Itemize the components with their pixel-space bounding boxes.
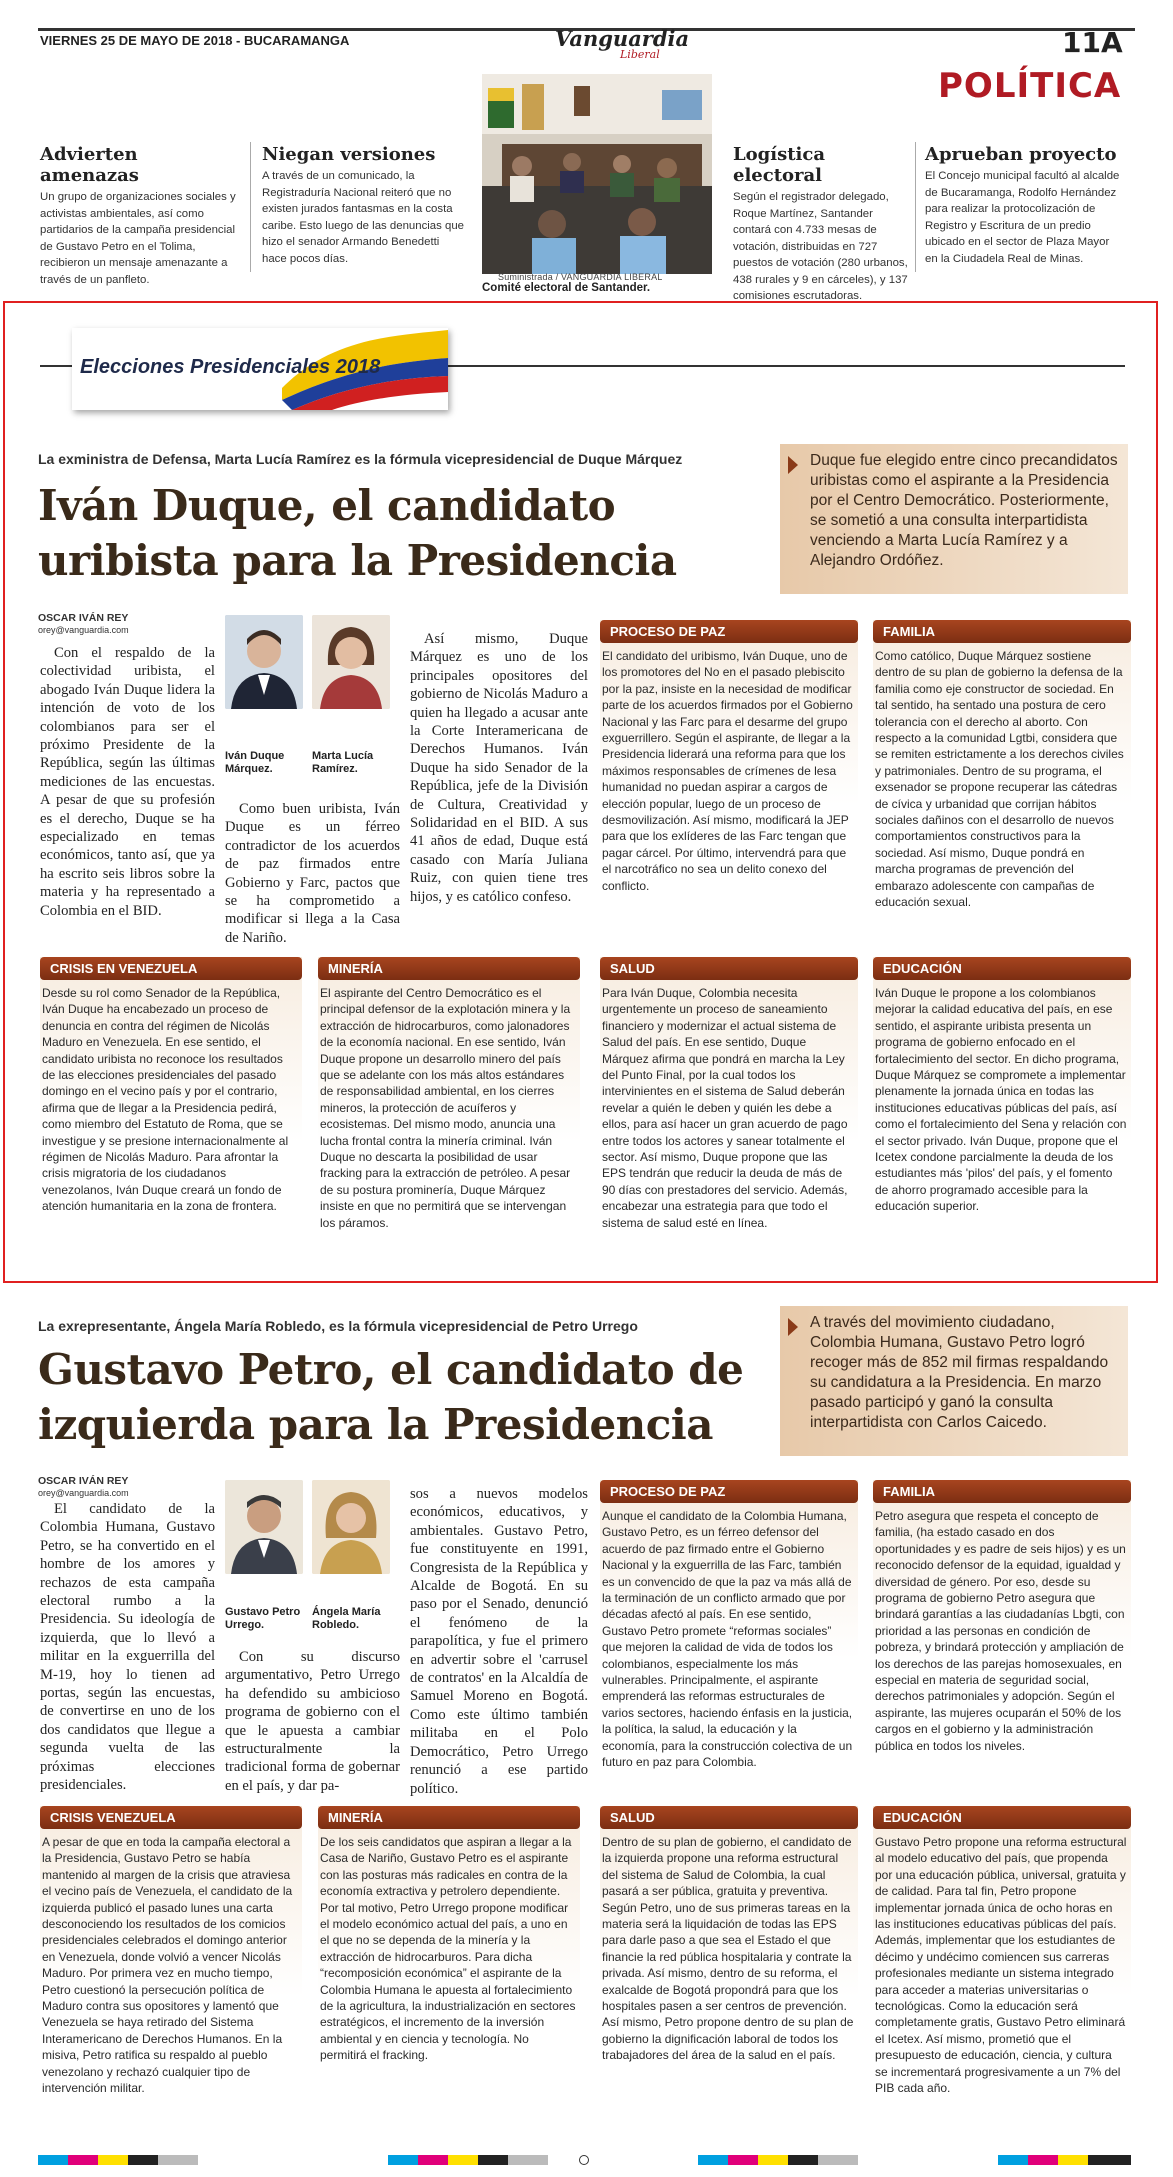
- article1-col2: Como buen uribista, Iván Duque es un férreo contradictor de los acuerdos de paz firmados entre Gobierno y Farc, pactos que se ha comprometido a modificar si llega a la Casa de Nariño.: [225, 801, 400, 946]
- box-venezuela-petro: [40, 1806, 302, 2124]
- section-banner: [72, 328, 448, 410]
- byline-name: OSCAR IVÁN REY: [38, 612, 129, 624]
- article2-col1: El candidato de la Colombia Humana, Gustavo Petro, se ha convertido en el hombre de los amores y rechazos de esta campaña electoral rumbo a la Presidencia. Su ideología de izquierda, que lo llevó a militar en la exguerrilla del M-19, hoy lo tienen ad portas, según las encuestas, de convertirse en uno de los dos candidatos que llegue a segunda vuelta de las próximas elecciones presidenciales.: [40, 1501, 215, 1794]
- brief-title: Advierten amenazas: [40, 144, 139, 186]
- callout-text: Duque fue elegido entre cinco precandidatos uribistas como el aspirante a la Presidencia por el Centro Democrático. Posteriormente, se sometió a una consulta interpartidista venciendo a Marta Lucía Ramírez y a Alejandro Ordóñez.: [810, 452, 1118, 569]
- box-proceso-paz-petro: [600, 1480, 858, 1778]
- box-title: CRISIS EN VENEZUELA: [40, 957, 302, 980]
- robledo-photo: [312, 1480, 390, 1574]
- box-proceso-paz-duque: [600, 620, 858, 928]
- box-mineria-duque: [318, 957, 580, 1265]
- meeting-image: [482, 74, 712, 274]
- box-title: SALUD: [600, 1806, 858, 1829]
- article2-byline: [38, 1475, 129, 1499]
- box-title: EDUCACIÓN: [873, 1806, 1131, 1829]
- headline-line: izquierda para la Presidencia: [38, 1400, 713, 1449]
- brief-title: Logística electoral: [733, 144, 825, 186]
- photo-caption-duque: Iván Duque Márquez.: [225, 750, 285, 775]
- registration-bars-icon: [38, 2155, 1131, 2165]
- box-educacion-duque: [873, 957, 1131, 1265]
- brief-logistica: [733, 144, 913, 305]
- box-text: Dentro de su plan de gobierno, el candidato de la izquierda propone una reforma estructural del sistema de Salud de Colombia, la cual pasará a ser pública, gratuita y preventiva. Según Petro, uno de sus primeras tareas en la materia será la liquidación de todas las EPS para darle paso a que sea el Estado el que financie la red pública hospitalaria y contrate la privada. Así mismo, dentro de su reforma, el exalcalde de Bogotá propondrá para que los hospitales pasen a ser centros de prevención. Así mismo, Petro propone dentro de su plan de gobierno la dignificación laboral de todos los trabajadores del área de la salud en el país.: [602, 1835, 854, 2063]
- box-text: Petro asegura que respeta el concepto de familia, (ha estado casado en dos oportunidades y es padre de seis hijos) y es un reconocido defensor de la equidad, igualdad y diversidad de género. Por eso, desde su programa de gobierno Petro asegura que brindará garantías a las ciudadanías Lbgti, con prioridad a las personas en condición de pobreza, y brindará protección y ampliación de los derechos de las parejas homosexuales, en especial en materia de seguridad social, derechos patrimoniales y adopción. Según el aspirante, las mujeres ocuparán el 50% de los cargos en el gobierno y la administración pública en todos los niveles.: [875, 1509, 1126, 1753]
- box-text: Como católico, Duque Márquez sostiene dentro de su plan de gobierno la defensa de la familia como eje constructor de sociedad. En tal sentido, ha sentado una postura de cero tolerancia con el derecho al aborto. Con respecto a la comunidad Lgtbi, considera que se remiten estrictamente a los derechos civiles y patrimoniales. Dentro de su programa, el exsenador se propone recuperar las cátedras de cívica y urbanidad que corrijan hábitos sociales dañinos con el desarrollo de nuevos comportamientos constructivos para la sociedad. Así mismo, Duque pondrá en marcha programas de prevención del embarazo adolescente con campañas de educación sexual.: [875, 649, 1124, 910]
- brief-title: Niegan versiones: [262, 144, 436, 165]
- box-salud-duque: [600, 957, 858, 1265]
- article2-headline: [38, 1342, 743, 1452]
- box-text: Desde su rol como Senador de la República, Iván Duque ha encabezado un proceso de denuncia en contra del régimen de Nicolás Maduro en Venezuela. En ese sentido, el candidato uribista no reconoce los resultados de las elecciones presidenciales del pasado domingo en el vecino país y por el contrario, afirma que de llegar a la Presidencia pedirá, como miembro del Estatuto de Roma, que se investigue y se presione internacionalmente al régimen de Nicolás Maduro. Para afrontar la crisis migratoria de los ciudadanos venezolanos, Iván Duque creará un fondo de atención humanitaria en la zona de frontera.: [42, 986, 289, 1214]
- brief-text: El Concejo municipal facultó al alcalde de Bucaramanga, Rodolfo Hernández para realizar la protocolización de Registro y Escritura de un predio ubicado en el sector de Plaza Mayor en la Ciudadela Real de Minas.: [925, 170, 1120, 265]
- photo-caption-petro: Gustavo Petro Urrego.: [225, 1606, 301, 1631]
- box-text: Gustavo Petro propone una reforma estructural al modelo educativo del país, que propenda por una educación pública, universal, gratuita y de calidad. Para tal fin, Petro propone implementar jornada única de ocho horas en las instituciones educativas públicas del país. Además, implementar que los estudiantes de décimo y undécimo comiencen sus carreras profesionales mediante un sistema integrado para acceder a materias universitarias o tecnológicas. Como la educación será completamente gratis, Gustavo Petro eliminará el Icetex. Así mismo, prometió que el presupuesto de educación, ciencia, y cultura se incrementará progresivamente a un 7% del PIB cada año.: [875, 1835, 1127, 2096]
- committee-photo: [482, 74, 712, 274]
- brief-niegan: [262, 144, 467, 267]
- byline-name: OSCAR IVÁN REY: [38, 1475, 129, 1487]
- box-title: MINERÍA: [318, 957, 580, 980]
- brief-advierten: [40, 144, 240, 288]
- box-title: FAMILIA: [873, 620, 1131, 643]
- box-title: CRISIS VENEZUELA: [40, 1806, 302, 1829]
- section-banner-label: Elecciones Presidenciales 2018: [80, 356, 381, 378]
- box-title: PROCESO DE PAZ: [600, 620, 858, 643]
- brief-divider: [915, 142, 916, 272]
- box-salud-petro: [600, 1806, 858, 2124]
- box-text: Aunque el candidato de la Colombia Humana, Gustavo Petro, es un férreo defensor del acuerdo de paz firmado entre el Gobierno Nacional y la exguerrilla de las Farc, también es un convencido de que la paz va más allá de la terminación de un conflicto armado que por décadas afectó al país. En ese sentido, Gustavo Petro promete “reformas sociales” que mejoren la calidad de vida de todos los colombianos, especialmente los más vulnerables. Principalmente, el aspirante emprenderá las reformas estructurales de varios sectores, haciendo énfasis en la justicia, la política, la salud, la educación y la economía, para la construcción colectiva de un futuro en paz para Colombia.: [602, 1509, 853, 1770]
- brief-divider: [250, 142, 251, 272]
- article2-callout: [780, 1306, 1128, 1456]
- photo-caption-ramirez: Marta Lucía Ramírez.: [312, 750, 374, 775]
- box-title: SALUD: [600, 957, 858, 980]
- article1-byline: [38, 612, 129, 636]
- box-mineria-petro: [318, 1806, 580, 2124]
- newspaper-logo: Vanguardia: [555, 26, 690, 51]
- article1-callout: [780, 444, 1128, 594]
- article1-kicker: La exministra de Defensa, Marta Lucía Ramírez es la fórmula vicepresidencial de Duque Márquez: [38, 451, 683, 467]
- article1-col1: Con el respaldo de la colectividad uribista, el abogado Iván Duque lidera la intención de voto de los colombianos para ser el próximo Presidente de la República, según las últimas mediciones de las encuestas. A pesar de que su profesión es el derecho, Duque se ha especializado en temas económicos, tanto así, que ya ha escrito seis libros sobre la materia y ha representado a Colombia en el BID.: [40, 645, 215, 919]
- brief-aprueban: [925, 144, 1125, 267]
- box-venezuela-duque: [40, 957, 302, 1265]
- brief-text: A través de un comunicado, la Registraduría Nacional reiteró que no existen jurados fantasmas en la costa caribe. Esto luego de las denuncias que hizo el senador Armando Benedetti hace pocos días.: [262, 170, 465, 265]
- ramirez-photo: [312, 615, 390, 709]
- box-familia-duque: [873, 620, 1131, 928]
- duque-photo: [225, 615, 303, 709]
- headline-line: uribista para la Presidencia: [38, 536, 677, 585]
- brief-text: Un grupo de organizaciones sociales y activistas ambientales, así como partidarios de la campaña presidencial de Gustavo Petro en el Tolima, recibieron un mensaje amenazante a través de un panfleto.: [40, 191, 236, 286]
- callout-arrow-icon: [788, 456, 798, 474]
- box-text: El aspirante del Centro Democrático es el principal defensor de la explotación minera y la extracción de hidrocarburos, como jalonadores de la economía nacional. En ese sentido, Iván Duque propone un desarrollo minero del país que se adelante con los más altos estándares de responsabilidad ambiental, en los cierres mineros, la protección de acuíferos y ecosistemas. Del mismo modo, anuncia una lucha frontal contra la minería criminal. Iván Duque no descarta la posibilidad de usar fracking para la extracción de petróleo. A pesar de su postura prominería, Duque Márquez insiste en que no permitirá que se intervengan los páramos.: [320, 986, 571, 1230]
- callout-arrow-icon: [788, 1318, 798, 1336]
- article1-col3: Así mismo, Duque Márquez es uno de los principales opositores del gobierno de Nicolás Maduro a quien ha llegado a acusar ante la Corte Interamericana de Derechos Humanos. Iván Duque ha sido Senador de la República, jefe de la División de Cultura, Creatividad y Solidaridad en el BID. A sus 41 años de edad, Duque está casado con María Juliana Ruiz, con quien tiene tres hijos, y es católico confeso.: [410, 631, 588, 905]
- box-title: MINERÍA: [318, 1806, 580, 1829]
- masthead-date: VIERNES 25 DE MAYO DE 2018 - BUCARAMANGA: [40, 33, 350, 48]
- section-title: POLÍTICA: [938, 66, 1122, 106]
- article1-headline: [38, 478, 677, 588]
- box-text: Para Iván Duque, Colombia necesita urgentemente un proceso de saneamiento financiero y modernizar el actual sistema de Salud del país. En ese sentido, Duque Márquez afirma que pondrá en marcha la Ley del Punto Final, por la cual todos los intervinientes en el sistema de Salud deberán revelar a quién le deben y quién les debe a ellos, para así hacer un gran acuerdo de pago entre todos los actores y sanear totalmente el sector. Así mismo, Duque propone que las EPS tendrán que reducir la deuda de más de 90 días con prestadores del servicio. Además, encabezar una estrategia para que todo el sistema de salud esté en línea.: [602, 986, 848, 1230]
- brief-text: Según el registrador delegado, Roque Martínez, Santander contará con 4.733 mesas de votación, distribuidas en 727 puestos de votación (280 urbanos, 438 rurales y 9 en cárceles), y 137 comisiones escrutadoras.: [733, 191, 908, 302]
- box-text: Iván Duque le propone a los colombianos mejorar la calidad educativa del país, en ese sentido, el aspirante uribista presenta un programa de gobierno enfocado en el fortalecimiento del sector. En dicho programa, Duque Márquez se compromete a implementar plenamente la jornada única en todas las instituciones educativas públicas del país, así como el fortalecimiento del Sena y relación con el sector privado. Iván Duque, propone que el Icetex condone parcialmente la deuda de los estudiantes más 'pilos' del país, y el fomento de ahorro programado accesible para la educación superior.: [875, 986, 1127, 1214]
- box-text: De los seis candidatos que aspiran a llegar a la Casa de Nariño, Gustavo Petro es el aspirante con las posturas más radicales en contra de la economía extractiva y petrolero dependiente. Por tal motivo, Petro Urrego propone modificar el modelo económico actual del país, a uno en el que no se dependa de la minería y la extracción de hidrocarburos. Para dicha “recomposición económica” el aspirante de la Colombia Humana le apuesta al fortalecimiento de la agricultura, la industrialización en sectores estratégicos, el incremento de la inversión ambiental y en ciencia y tecnología. No permitirá el fracking.: [320, 1835, 576, 2063]
- petro-photo: [225, 1480, 303, 1574]
- byline-email: orey@vanguardia.com: [38, 625, 129, 635]
- portrait-image: [312, 1480, 390, 1574]
- photo-caption: Comité electoral de Santander.: [482, 282, 651, 294]
- box-title: PROCESO DE PAZ: [600, 1480, 858, 1503]
- box-title: EDUCACIÓN: [873, 957, 1131, 980]
- portrait-image: [312, 615, 390, 709]
- byline-email: orey@vanguardia.com: [38, 1488, 129, 1498]
- article2-col2: Con su discurso argumentativo, Petro Urrego ha defendido su ambicioso programa de gobierno con el que le apuesta a cambiar estructuralmente la tradicional forma de gobernar en el país, y dar pa-: [225, 1649, 400, 1794]
- newspaper-logo-sub: Liberal: [620, 48, 660, 61]
- box-text: El candidato del uribismo, Iván Duque, uno de los promotores del No en el pasado plebiscito por la paz, insiste en la necesidad de modificar parte de los acuerdos firmados por el Gobierno Nacional y las Farc para el desarme del grupo exguerrillero. Según el aspirante, de llegar a la Presidencia liderará una reforma para que los máximos responsables de crímenes de lesa humanidad no puedan aspirar a cargos de elección popular, luego de un proceso de desmovilización. Así mismo, modificará la JEP para que los exlíderes de las Farc tengan que pagar cárcel. Por último, intervendrá para que el narcotráfico no sea un delito conexo del conflicto.: [602, 649, 853, 893]
- page-number: 11A: [1062, 26, 1123, 59]
- article2-col3: sos a nuevos modelos económicos, educativos, y ambientales. Gustavo Petro, fue constituyente en 1991, Congresista de la República y Alcalde de Bogotá. En su paso por el Senado, denunció el fenómeno de la parapolítica, y fue el primero en advertir sobre el 'carrusel de contratos' en la Alcaldía de Samuel Moreno en Bogotá. Como este último también militaba en el Polo Democrático, Petro Urrego renunció a ese partido político.: [410, 1486, 588, 1797]
- headline-line: Iván Duque, el candidato: [38, 481, 616, 530]
- box-title: FAMILIA: [873, 1480, 1131, 1503]
- box-educacion-petro: [873, 1806, 1131, 2124]
- portrait-image: [225, 1480, 303, 1574]
- box-text: A pesar de que en toda la campaña electoral a la Presidencia, Gustavo Petro se había mantenido al margen de la crisis que atraviesa el vecino país de Venezuela, el candidato de la izquierda publicó el pasado lunes una carta desconociendo los resultados de los comicios presidenciales celebrados el domingo anterior en Venezuela, donde volvió a vencer Nicolás Maduro. Por primera vez en mucho tiempo, Petro cuestionó la persecución política de Maduro contra sus opositores y lamentó que Venezuela se haya retirado del Sistema Interamericano de Derechos Humanos. En la misiva, Petro ratifica su respaldo al pueblo venezolano y rechazó cualquier tipo de intervención militar.: [42, 1835, 293, 2096]
- brief-title: Aprueban proyecto: [925, 144, 1117, 165]
- photo-caption-robledo: Ángela María Robledo.: [312, 1606, 381, 1631]
- box-familia-petro: [873, 1480, 1131, 1778]
- headline-line: Gustavo Petro, el candidato de: [38, 1345, 744, 1394]
- portrait-image: [225, 615, 303, 709]
- callout-text: A través del movimiento ciudadano, Colombia Humana, Gustavo Petro logró recoger más de 852 mil firmas respaldando su candidatura a la Presidencia. En marzo pasado participó y ganó la consulta interpartidista con Carlos Caicedo.: [810, 1314, 1109, 1431]
- article2-kicker: La exrepresentante, Ángela María Robledo, es la fórmula vicepresidencial de Petro Urrego: [38, 1318, 638, 1334]
- photo-credit: Suministrada / VANGUARDIA LIBERAL: [498, 272, 663, 282]
- print-color-bars: [38, 2152, 1131, 2162]
